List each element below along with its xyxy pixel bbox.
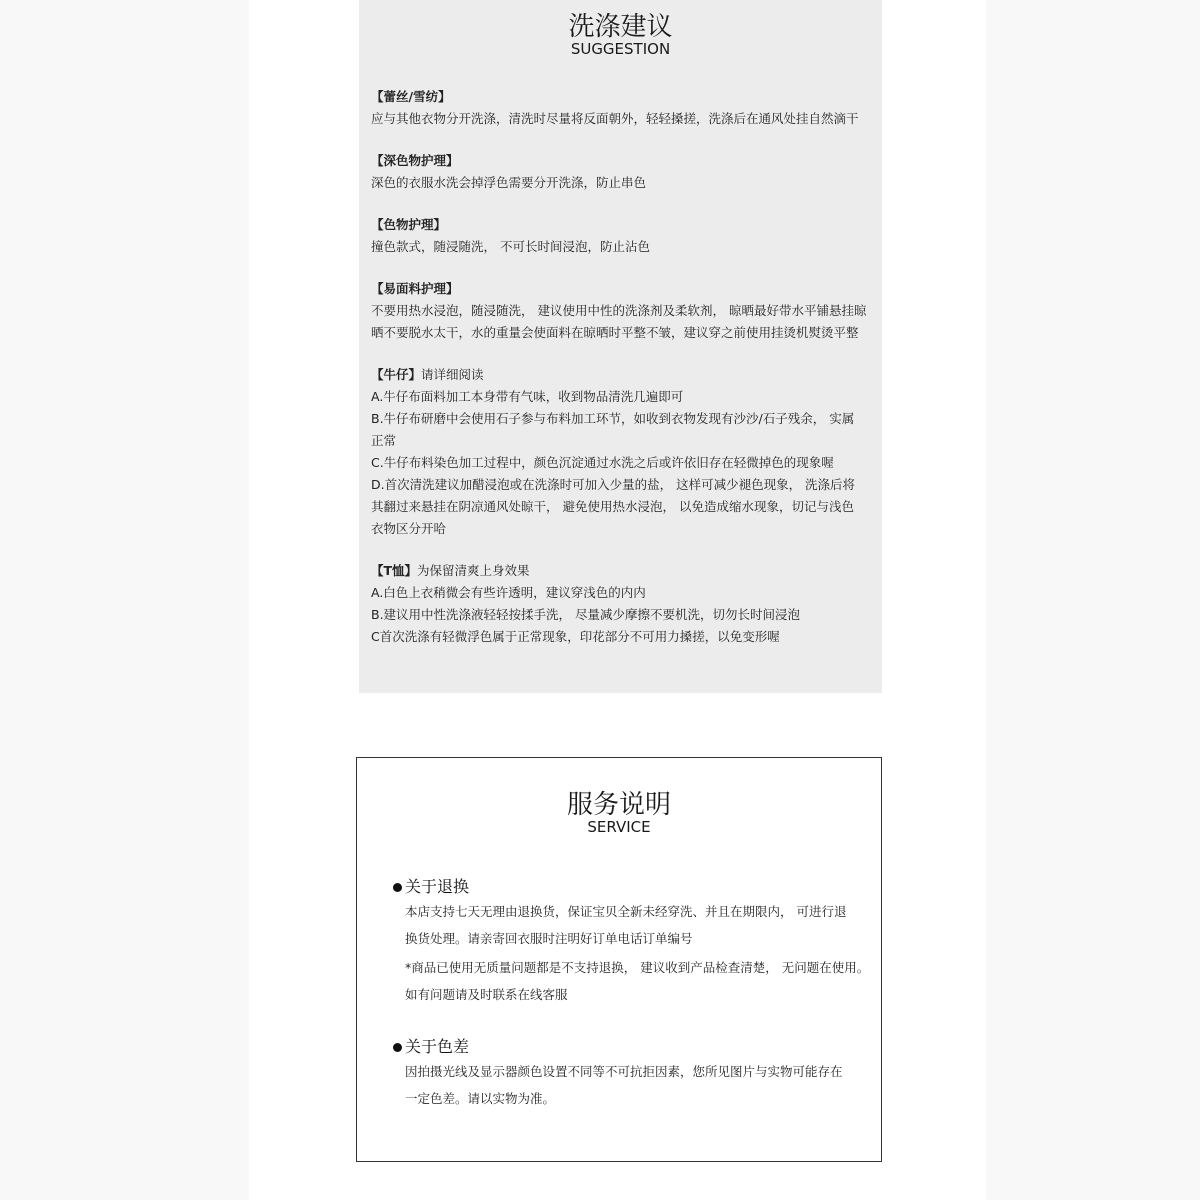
section-heading: 【深色物护理】 — [371, 153, 459, 168]
section-denim — [371, 364, 876, 540]
bullet-icon — [393, 1043, 402, 1052]
section-line: C.牛仔布料染色加工过程中，颜色沉淀通过水洗之后或许依旧存在轻微掉色的现象喔 — [371, 455, 834, 470]
section-line: 衣物区分开哈 — [371, 521, 447, 536]
returns-heading-text: 关于退换 — [405, 877, 470, 896]
suggestion-subtitle: SUGGESTION — [570, 40, 671, 58]
returns-section — [393, 876, 870, 1008]
service-panel — [356, 757, 882, 1162]
returns-line: *商品已使用无质量问题都是不支持退换， 建议收到产品检查清楚， 无问题在使用。 — [405, 960, 870, 975]
service-title: 服务说明 — [566, 790, 671, 820]
section-line: A.牛仔布面料加工本身带有气味，收到物品清洗几遍即可 — [371, 389, 684, 404]
section-dark-care — [371, 150, 876, 194]
section-heading: 【牛仔】请详细阅读 — [371, 367, 484, 382]
color-diff-section — [393, 1036, 863, 1112]
section-line: 撞色款式，随浸随洗， 不可长时间浸泡，防止沾色 — [371, 239, 650, 254]
section-lace-chiffon — [371, 86, 876, 130]
section-line: 应与其他衣物分开洗涤，清洗时尽量将反面朝外，轻轻搡搓，洗涤后在通风处挂自然滴干 — [371, 111, 859, 126]
section-line: 深色的衣服水洗会掉浮色需要分开洗涤，防止串色 — [371, 175, 647, 190]
color-diff-heading — [393, 1036, 863, 1058]
section-line: B.牛仔布研磨中会使用石子参与布料加工环节，如收到衣物发现有沙沙/石子残余， 实属 — [371, 411, 855, 426]
suggestion-panel — [359, 0, 882, 693]
section-note: 为保留清爽上身效果 — [417, 563, 530, 578]
section-heading: 【易面料护理】 — [371, 281, 459, 296]
section-note: 请详细阅读 — [421, 367, 484, 382]
returns-line: 换货处理。请亲寄回衣服时注明好订单电话订单编号 — [405, 931, 693, 946]
suggestion-title: 洗涤建议 — [568, 12, 673, 42]
suggestion-body — [371, 86, 876, 668]
section-heading: 【色物护理】 — [371, 217, 447, 232]
returns-heading — [393, 876, 863, 898]
section-tshirt — [371, 560, 876, 648]
section-line: D.首次清洗建议加醋浸泡或在洗涤时可加入少量的盐， 这样可减少褪色现象， 洗涤后将 — [371, 477, 856, 492]
section-line: 正常 — [371, 433, 397, 448]
section-line: 晒不要脱水太干，水的重量会使面料在晾晒时平整不皱，建议穿之前使用挂烫机熨烫平整 — [371, 325, 859, 340]
color-diff-line: 因拍摄光线及显示器颜色设置不同等不可抗拒因素，您所见图片与实物可能存在 — [405, 1064, 843, 1079]
section-delicate-fabric — [371, 278, 876, 344]
section-color-care — [371, 214, 876, 258]
color-diff-line: 一定色差。请以实物为准。 — [405, 1091, 556, 1106]
color-diff-heading-text: 关于色差 — [405, 1037, 470, 1056]
section-line: A.白色上衣稍微会有些许透明，建议穿浅色的内内 — [371, 585, 646, 600]
section-heading: 【T恤】为保留清爽上身效果 — [371, 563, 530, 578]
section-line: 其翻过来悬挂在阴凉通风处晾干， 避免使用热水浸泡， 以免造成缩水现象，切记与浅色 — [371, 499, 854, 514]
returns-line: 本店支持七天无理由退换货，保证宝贝全新未经穿洗、并且在期限内， 可进行退 — [405, 904, 847, 919]
bullet-icon — [393, 883, 402, 892]
section-heading: 【蕾丝/雪纺】 — [371, 89, 451, 104]
section-line: B.建议用中性洗涤液轻轻按揉手洗， 尽量减少摩擦不要机洗，切勿长时间浸泡 — [371, 607, 801, 622]
service-subtitle: SERVICE — [587, 818, 651, 836]
section-line: 不要用热水浸泡，随浸随洗， 建议使用中性的洗涤剂及柔软剂， 晾晒最好带水平铺悬挂晾 — [371, 303, 867, 318]
returns-line: 如有问题请及时联系在线客服 — [405, 987, 568, 1002]
section-line: C首次洗涤有轻微浮色属于正常现象，印花部分不可用力搡搓，以免变形喔 — [371, 629, 780, 644]
